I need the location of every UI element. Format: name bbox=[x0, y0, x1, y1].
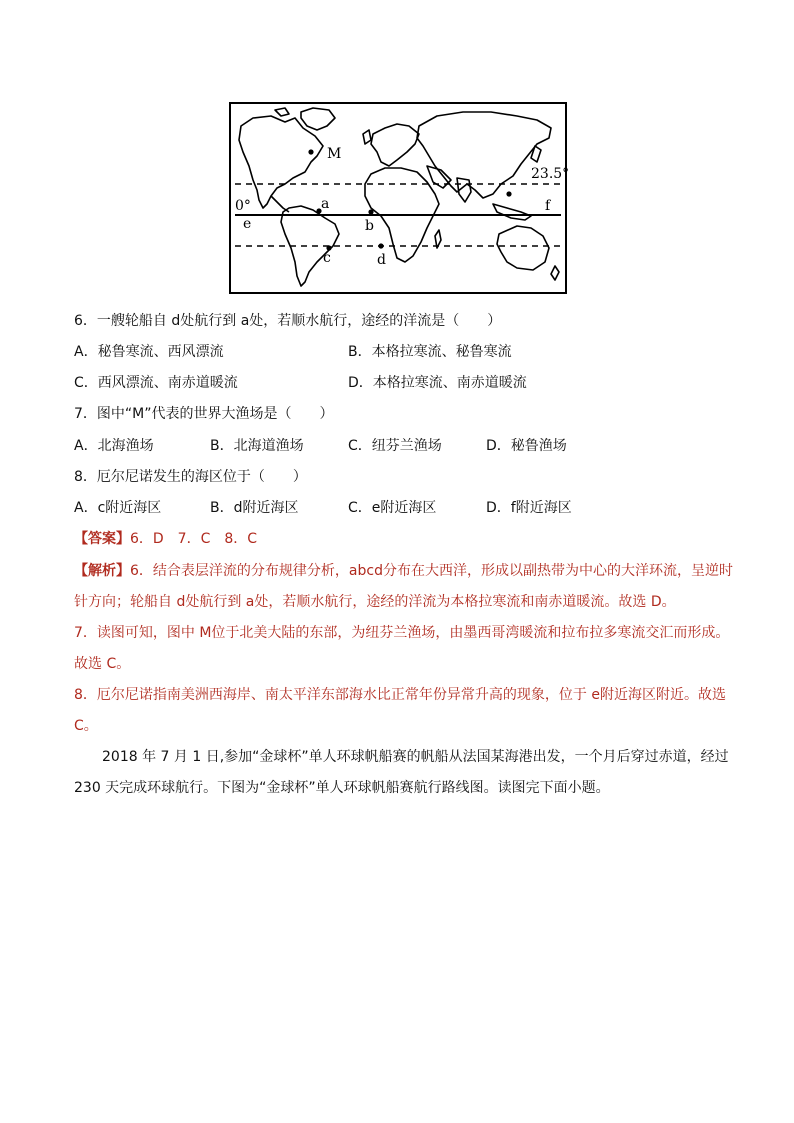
analysis-text-1: 6．结合表层洋流的分布规律分析，abcd分布在大西洋，形成以副热带为中心的大洋环流，呈逆时 bbox=[130, 563, 733, 579]
britain-outline bbox=[363, 130, 371, 144]
world-map bbox=[231, 104, 570, 292]
label-lat: 23.5° bbox=[531, 166, 570, 182]
point-d bbox=[378, 243, 383, 248]
analysis-line-5: 8．厄尔尼诺指南美洲西海岸、南太平洋东部海水比正常年份异常升高的现象，位于 e附近海区附近。故选 bbox=[74, 687, 726, 703]
analysis-line-1 bbox=[74, 561, 733, 581]
europe-outline bbox=[371, 124, 419, 166]
point-m bbox=[308, 149, 313, 154]
india-outline bbox=[457, 178, 471, 202]
point-b bbox=[368, 209, 373, 214]
label-a: a bbox=[321, 196, 330, 212]
answer-line bbox=[74, 529, 257, 549]
q7-option-a: A．北海渔场 bbox=[74, 438, 154, 454]
arctic-island bbox=[275, 108, 289, 116]
australia-outline bbox=[497, 226, 549, 270]
q7-option-c: C．纽芬兰渔场 bbox=[348, 438, 442, 454]
new-zealand-outline bbox=[551, 266, 559, 280]
q6-option-c: C．西风漂流、南赤道暖流 bbox=[74, 375, 238, 391]
sea-islands-outline bbox=[493, 204, 531, 220]
north-america-outline bbox=[239, 116, 323, 208]
label-f: f bbox=[545, 198, 551, 214]
world-map-figure bbox=[229, 102, 570, 294]
q6-option-b: B．本格拉寒流、秘鲁寒流 bbox=[348, 344, 512, 360]
analysis-line-4: 故选 C。 bbox=[74, 656, 131, 672]
greenland-outline bbox=[301, 108, 335, 130]
q8-option-b: B．d附近海区 bbox=[210, 500, 299, 516]
q8-stem: 8．厄尔尼诺发生的海区位于（ ） bbox=[74, 469, 307, 485]
q8-option-c: C．e附近海区 bbox=[348, 500, 437, 516]
passage-line-1: 2018 年 7 月 1 日,参加“金球杯”单人环球帆船赛的帆船从法国某海港出发，一个月后穿过赤道，经过 bbox=[102, 749, 729, 765]
analysis-line-6: C。 bbox=[74, 718, 98, 734]
label-d: d bbox=[377, 252, 386, 268]
q6-stem: 6．一艘轮船自 d处航行到 a处，若顺水航行，途经的洋流是（ ） bbox=[74, 313, 502, 329]
q6-option-d: D．本格拉寒流、南赤道暖流 bbox=[348, 375, 527, 391]
q7-stem: 7．图中“M”代表的世界大渔场是（ ） bbox=[74, 406, 334, 422]
label-zero: 0° bbox=[235, 198, 251, 214]
q6-option-a: A．秘鲁寒流、西风漂流 bbox=[74, 344, 224, 360]
analysis-line-3: 7．读图可知，图中 M位于北美大陆的东部，为纽芬兰渔场，由墨西哥湾暖流和拉布拉多寒流交汇而形成。 bbox=[74, 625, 730, 641]
label-e: e bbox=[243, 216, 252, 232]
label-b: b bbox=[365, 218, 374, 234]
analysis-tag: 【解析】 bbox=[74, 563, 130, 579]
q7-option-d: D．秘鲁渔场 bbox=[486, 438, 567, 454]
q8-option-a: A．c附近海区 bbox=[74, 500, 162, 516]
analysis-line-2: 针方向；轮船自 d处航行到 a处，若顺水航行，途经的洋流为本格拉寒流和南赤道暖流。故选 D。 bbox=[74, 594, 676, 610]
q7-option-b: B．北海道渔场 bbox=[210, 438, 304, 454]
passage-line-2: 230 天完成环球航行。下图为“金球杯”单人环球帆船赛航行路线图。读图完下面小题。 bbox=[74, 780, 610, 796]
label-m: M bbox=[327, 146, 342, 162]
q8-option-d: D．f附近海区 bbox=[486, 500, 572, 516]
point-f bbox=[506, 191, 511, 196]
answer-text: 6．D 7．C 8．C bbox=[130, 531, 258, 547]
label-c: c bbox=[323, 250, 331, 266]
answer-tag: 【答案】 bbox=[74, 531, 130, 547]
